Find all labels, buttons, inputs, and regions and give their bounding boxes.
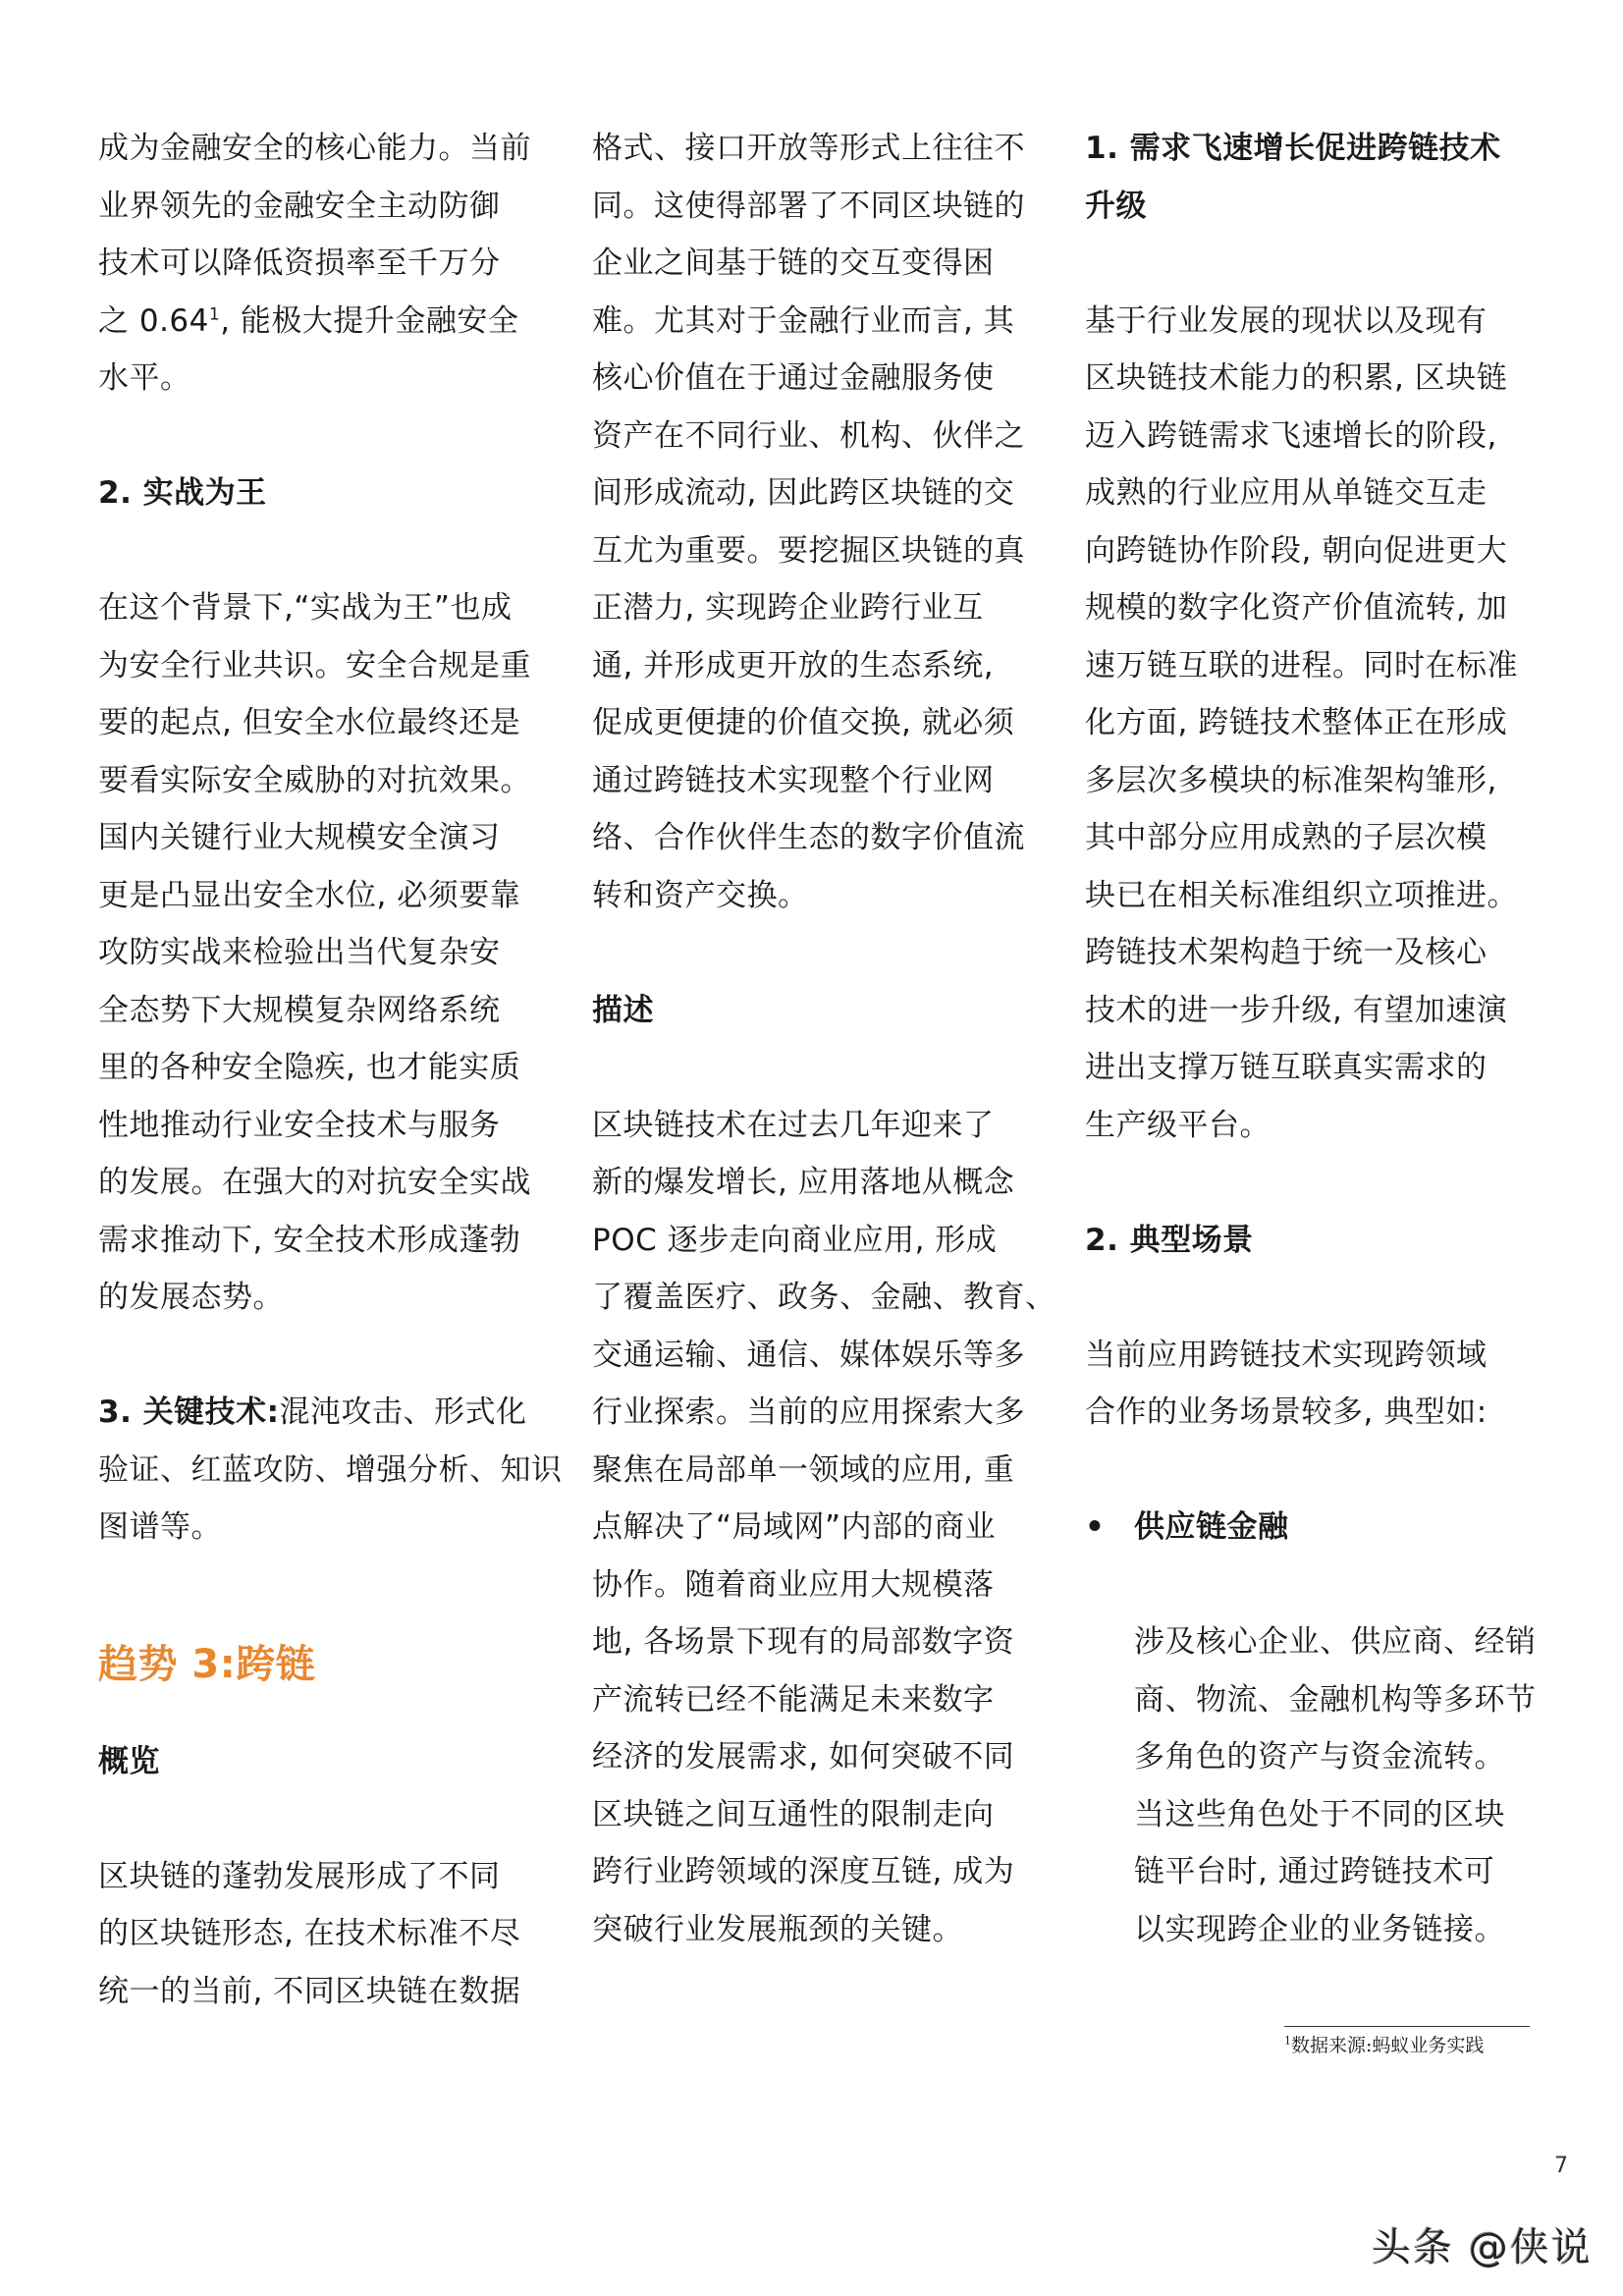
- paragraph-left-1: [98, 120, 560, 408]
- text-line: 技术的进一步升级, 有望加速演: [1085, 992, 1508, 1028]
- text-line: 跨链技术架构趋于统一及核心: [1085, 935, 1488, 970]
- text-line: 全态势下大规模复杂网络系统: [98, 992, 501, 1028]
- text-line: 1. 需求飞速增长促进跨链技术: [1085, 131, 1501, 166]
- text-fragment: 之 0.64: [98, 302, 209, 339]
- column-right: [1085, 120, 1546, 1958]
- footnote-marker[interactable]: 1: [208, 304, 221, 325]
- paragraph-supply-chain: [1085, 1613, 1546, 1958]
- text-line: 区块链的蓬勃发展形成了不同: [98, 1858, 501, 1894]
- spacer: [98, 1327, 560, 1385]
- text-line: 在这个背景下,“实战为王”也成: [98, 590, 513, 626]
- paragraph-left-2: [98, 579, 560, 1327]
- text-line: 跨行业跨领域的深度互链, 成为: [592, 1854, 1015, 1889]
- text-line: 多角色的资产与资金流转。: [1134, 1739, 1505, 1775]
- section-heading-key-tech: 3. 关键技术:: [98, 1394, 280, 1430]
- text-line: 当前应用跨链技术实现跨领域: [1085, 1337, 1488, 1373]
- text-line: 其中部分应用成熟的子层次模: [1085, 820, 1488, 855]
- text-line: 国内关键行业大规模安全演习: [98, 820, 501, 855]
- text-line: 区块链技术能力的积累, 区块链: [1085, 360, 1508, 396]
- text-line: 向跨链协作阶段, 朝向促进更大: [1085, 532, 1508, 569]
- column-middle: [592, 120, 1054, 1958]
- text-line: 区块链之间互通性的限制走向: [592, 1796, 995, 1832]
- text-line: 促成更便捷的价值交换, 就必须: [592, 705, 1015, 740]
- text-line: 更是凸显出安全水位, 必须要靠: [98, 877, 521, 913]
- paragraph-overview: [98, 1848, 560, 2021]
- text-line: 络、合作伙伴生态的数字价值流: [592, 820, 1025, 855]
- text-line: 升级: [1085, 188, 1147, 224]
- text-line: 验证、红蓝攻防、增强分析、知识: [98, 1451, 563, 1488]
- text-line: 通过跨链技术实现整个行业网: [592, 762, 995, 798]
- text-line: 要看实际安全威胁的对抗效果。: [98, 762, 531, 798]
- text-line: 涉及核心企业、供应商、经销: [1134, 1624, 1537, 1660]
- column-left: [98, 120, 563, 2020]
- text-line: 行业探索。当前的应用探索大多: [592, 1394, 1025, 1430]
- section-heading-scenarios: 2. 典型场景: [1085, 1222, 1254, 1258]
- text-line: 转和资产交换。: [592, 877, 809, 913]
- spacer: [1085, 235, 1546, 293]
- text-line: 成熟的行业应用从单链交互走: [1085, 475, 1488, 511]
- spacer: [1085, 1154, 1546, 1212]
- text-line: [98, 293, 560, 351]
- text-line: 链平台时, 通过跨链技术可: [1134, 1854, 1495, 1889]
- footnote: [1284, 2026, 1530, 2057]
- text-line: 交通运输、通信、媒体娱乐等多: [592, 1337, 1025, 1373]
- text-line: 了覆盖医疗、政务、金融、教育、: [592, 1280, 1056, 1315]
- spacer: [98, 522, 560, 580]
- spacer: [98, 1557, 560, 1635]
- spacer: [1085, 1269, 1546, 1327]
- text-line: 协作。随着商业应用大规模落: [592, 1566, 995, 1603]
- text-line: 难。尤其对于金融行业而言, 其: [592, 302, 1015, 339]
- text-line: 业界领先的金融安全主动防御: [98, 188, 501, 224]
- text-line: 格式、接口开放等形式上往往不: [592, 131, 1025, 166]
- paragraph-description: [592, 1097, 1054, 1959]
- text-line: 新的爆发增长, 应用落地从概念: [592, 1165, 1015, 1200]
- text-line: 水平。: [98, 360, 191, 396]
- text-line: 资产在不同行业、机构、伙伴之: [592, 417, 1025, 454]
- text-line: 聚焦在局部单一领域的应用, 重: [592, 1451, 1015, 1488]
- text-line: 多层次多模块的标准架构雏形,: [1085, 762, 1497, 798]
- text-line: 同。这使得部署了不同区块链的: [592, 188, 1025, 224]
- text-line: 地, 各场景下现有的局部数字资: [592, 1624, 1015, 1660]
- text-line: 区块链技术在过去几年迎来了: [592, 1107, 995, 1143]
- paragraph-right-1: [1085, 293, 1546, 1155]
- trend-title: 趋势 3:跨链: [98, 1641, 316, 1687]
- text-line: 的发展态势。: [98, 1280, 284, 1315]
- text-line: 需求推动下, 安全技术形成蓬勃: [98, 1222, 521, 1258]
- section-heading-demand-growth: [1085, 120, 1546, 235]
- text-line: 以实现跨企业的业务链接。: [1134, 1911, 1505, 1947]
- text-line: 突破行业发展瓶颈的关键。: [592, 1911, 963, 1947]
- text-line: 通, 并形成更开放的生态系统,: [592, 647, 995, 683]
- text-line: 攻防实战来检验出当代复杂安: [98, 935, 501, 970]
- spacer: [592, 924, 1054, 982]
- text-line: 间形成流动, 因此跨区块链的交: [592, 475, 1015, 511]
- paragraph-key-tech: [98, 1384, 563, 1557]
- spacer: [1085, 1442, 1546, 1500]
- text-line: 产流转已经不能满足未来数字: [592, 1681, 995, 1718]
- text-line: [98, 1384, 560, 1442]
- text-line: 的发展。在强大的对抗安全实战: [98, 1165, 531, 1200]
- text-line: 的区块链形态, 在技术标准不尽: [98, 1916, 521, 1951]
- bullet-icon: •: [1085, 1509, 1106, 1545]
- text-line: 要的起点, 但安全水位最终还是: [98, 705, 521, 740]
- spacer: [98, 1694, 560, 1733]
- section-heading-practice: 2. 实战为王: [98, 475, 267, 511]
- section-heading-overview: 概览: [98, 1743, 160, 1779]
- text-fragment: 混沌攻击、形式化: [279, 1394, 527, 1430]
- text-line: 图谱等。: [98, 1509, 222, 1545]
- text-line: 进出支撑万链互联真实需求的: [1085, 1050, 1488, 1085]
- text-line: 速万链互联的进程。同时在标准: [1085, 647, 1518, 683]
- text-line: 性地推动行业安全技术与服务: [98, 1107, 501, 1143]
- text-fragment: , 能极大提升金融安全: [220, 302, 519, 339]
- page-number: 7: [1554, 2154, 1568, 2178]
- text-line: 生产级平台。: [1085, 1107, 1271, 1143]
- text-line: 块已在相关标准组织立项推进。: [1085, 877, 1518, 913]
- bullet-title: 供应链金融: [1134, 1509, 1289, 1545]
- spacer: [98, 408, 560, 465]
- paragraph-scenarios: [1085, 1327, 1546, 1442]
- text-line: 基于行业发展的现状以及现有: [1085, 302, 1488, 339]
- text-line: 统一的当前, 不同区块链在数据: [98, 1973, 521, 2009]
- bullet-item-supply-chain: [1085, 1499, 1546, 1557]
- text-line: 规模的数字化资产价值流转, 加: [1085, 590, 1508, 626]
- text-line: 合作的业务场景较多, 典型如:: [1085, 1394, 1488, 1430]
- text-line: 当这些角色处于不同的区块: [1134, 1796, 1505, 1832]
- text-line: 里的各种安全隐疾, 也才能实质: [98, 1050, 521, 1085]
- spacer: [1085, 1557, 1546, 1614]
- watermark: 头条 @侠说: [1372, 2225, 1593, 2270]
- section-heading-description: 描述: [592, 992, 654, 1028]
- text-line: 核心价值在于通过金融服务使: [592, 360, 995, 396]
- text-line: 为安全行业共识。安全合规是重: [98, 647, 531, 683]
- text-line: 商、物流、金融机构等多环节: [1134, 1681, 1537, 1718]
- text-line: 技术可以降低资损率至千万分: [98, 246, 501, 281]
- text-line: 成为金融安全的核心能力。当前: [98, 131, 531, 166]
- text-line: 企业之间基于链的交互变得困: [592, 246, 995, 281]
- paragraph-middle-1: [592, 120, 1054, 924]
- text-line: 点解决了“局域网”内部的商业: [592, 1509, 997, 1545]
- text-line: 迈入跨链需求飞速增长的阶段,: [1085, 417, 1497, 454]
- text-line: 互尤为重要。要挖掘区块链的真: [592, 532, 1025, 569]
- spacer: [592, 1039, 1054, 1097]
- spacer: [98, 1790, 560, 1848]
- text-line: 化方面, 跨链技术整体正在形成: [1085, 705, 1508, 740]
- footnote-text: 数据来源:蚂蚁业务实践: [1291, 2035, 1485, 2056]
- footnote-marker: 1: [1284, 2034, 1291, 2048]
- text-line: POC 逐步走向商业应用, 形成: [592, 1222, 998, 1258]
- text-line: 经济的发展需求, 如何突破不同: [592, 1739, 1015, 1775]
- text-line: 正潜力, 实现跨企业跨行业互: [592, 590, 984, 626]
